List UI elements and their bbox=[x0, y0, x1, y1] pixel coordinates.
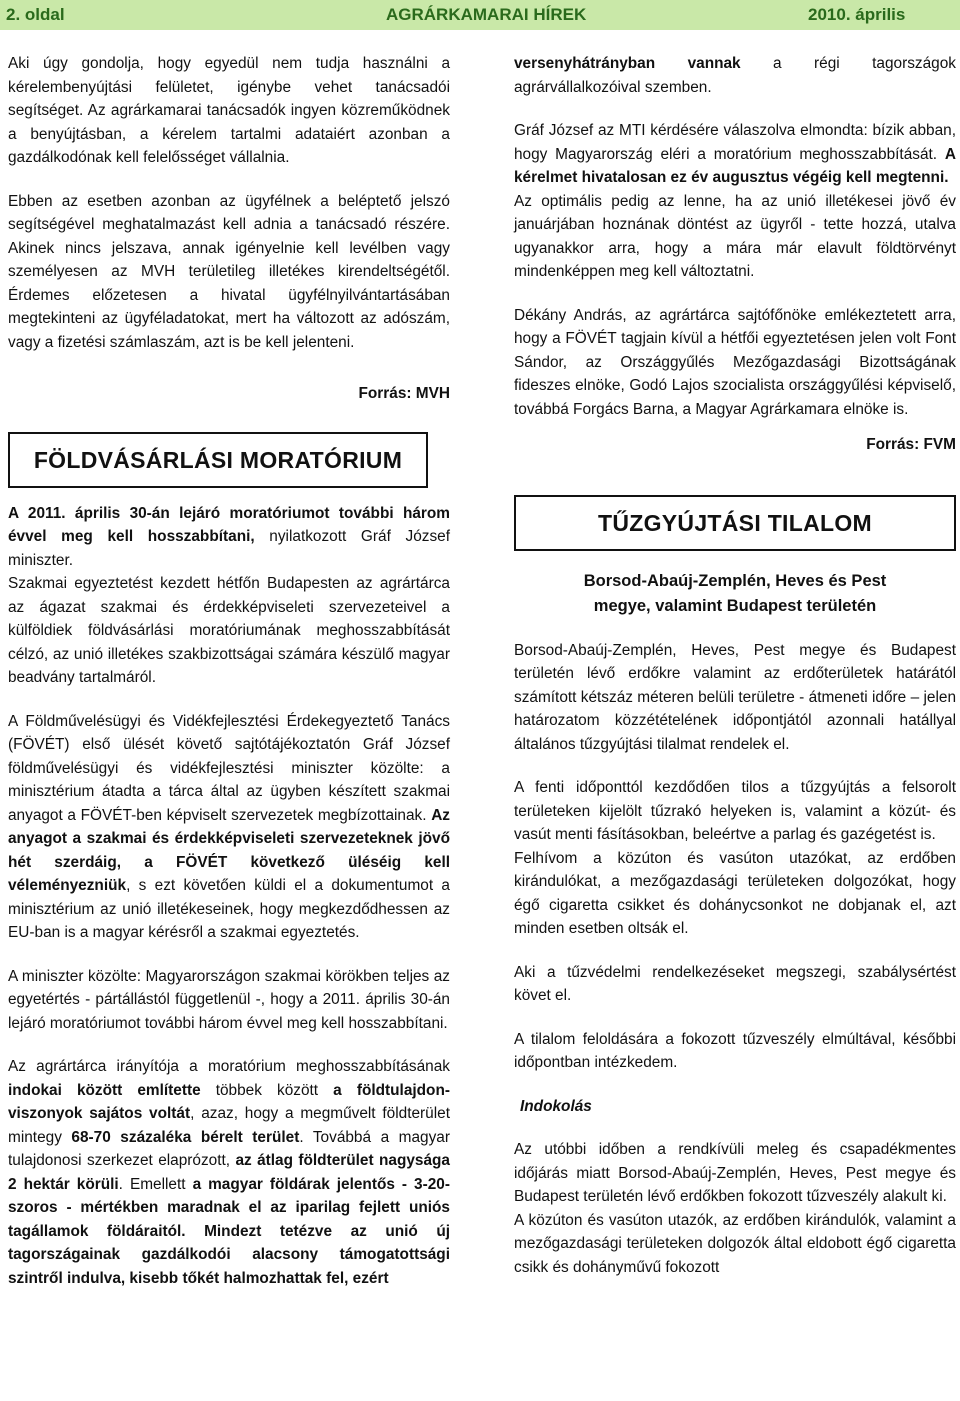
text-run: Az agrártárca irányítója a moratórium meghosszabbításának bbox=[8, 1058, 450, 1075]
text-run: Gráf József az MTI kérdésére válaszolva elmondta: bízik abban, hogy Magyarország eléri a moratórium meghosszabbítását. bbox=[514, 122, 956, 163]
text-run: nyilatkozott Gráf József miniszter. bbox=[8, 528, 450, 569]
article-title-box: TŰZGYÚJTÁSI TILALOM bbox=[514, 495, 956, 551]
article-title-box: FÖLDVÁSÁRLÁSI MORATÓRIUM bbox=[8, 432, 428, 488]
left-column bbox=[8, 52, 450, 1310]
paragraph: Ebben az esetben azonban az ügyfélnek a beléptető jelszó segítségével meghatalmazást kell adnia a tanácsadó részére. Akinek nincs jelszava, annak igényelnie kell levélben vagy személyesen az MVH területileg illetékes kirendeltségétől. Érdemes előzetesen a hivatal ügyfélnyilvántartásában megtekinteni az ügyféladatokat, mert ha változott az adószám, vagy a fizetési számlaszám, azt is be kell jelenteni. bbox=[8, 192, 450, 351]
paragraph bbox=[8, 1055, 450, 1290]
text-run: . Emellett bbox=[118, 1175, 193, 1193]
issue-date: 2010. április bbox=[808, 5, 906, 24]
bold-run: a földtulajdon-viszonyok sajátos voltát bbox=[8, 1081, 450, 1122]
paragraph: Az optimális pedig az lenne, ha az unió illetékesei jövő év januárjában hoznának döntést az ügyről - tette hozzá, utalva ugyanakkor arra, hogy a mára már elavult földtörvényt mindenképpen meg kell változtatni. bbox=[514, 192, 956, 280]
text-run: , s ezt követően küldi el a dokumentumot a minisztérium az unió illetékeseinek, hogy megkezdődhessen az EU-ban is a magyar kérésről a szakmai egyeztetés. bbox=[8, 877, 450, 941]
article-subtitle: Borsod-Abaúj-Zemplén, Heves és Pest megye, valamint Budapest területén bbox=[583, 571, 887, 615]
paragraph: A tilalom feloldására a fokozott tűzveszély elmúltával, későbbi időpontban intézkedem. bbox=[514, 1030, 956, 1071]
bold-run: Az anyagot a szakmai és érdekképviseleti szervezeteknek jövő hét szerdáig, a FÖVÉT következő üléséig kell véleményezniük bbox=[8, 806, 450, 894]
paragraph: A miniszter közölte: Magyarországon szakmai körökben teljes az egyetértés - pártállástól függetlenül -, hogy a 2011. április 30-án lejáró moratóriumot további három évvel meg kell hosszabbítani. bbox=[8, 967, 450, 1032]
section-heading: Indokolás bbox=[520, 1097, 592, 1115]
paragraph: A fenti időponttól kezdődően tilos a tűzgyújtás a felsorolt területeken kijelölt tűzrakó helyeken is, valamint a közút- és vasút menti fásításokban, beleértve a parlag és gazégetést is. bbox=[514, 779, 956, 843]
paragraph: A közúton és vasúton utazók, az erdőben kirándulók, valamint a mezőgazdasági területeken dolgozók által eldobott égő cigaretta csikk és dohányművű fokozott bbox=[514, 1211, 956, 1276]
paragraph bbox=[8, 502, 450, 690]
page-header bbox=[0, 0, 960, 30]
paragraph: Felhívom a közúton és vasúton utazókat, az erdőben kirándulókat, a mezőgazdasági területeken dolgozókat, hogy égő cigaretta csikket és dohánycsonkot ne dobjanak el, azt minden esetben oltsák el. bbox=[514, 849, 956, 937]
bold-run: versenyhátrányban vannak bbox=[514, 55, 741, 72]
paragraph bbox=[8, 710, 450, 945]
source-label: Forrás: MVH bbox=[358, 385, 450, 402]
text-run: Szakmai egyeztetést kezdett hétfőn Budapesten az agrártárca az ágazat szakmai és érdekképviseleti szervezeteivel a külföldiek földvásárlási moratóriumának meghosszabbítását célzó, az unió illetékes szakbizottságai számára készülő magyar beadvány tartalmáról. bbox=[8, 575, 450, 686]
paragraph: Aki a tűzvédelmi rendelkezéseket megszegi, szabálysértést követ el. bbox=[514, 963, 956, 1004]
paragraph: Az utóbbi időben a rendkívüli meleg és csapadékmentes időjárás miatt Borsod-Abaúj-Zemplén, Heves, Pest megye és Budapest területén lévő erdőkben fokozott tűzveszély alakult ki. bbox=[514, 1141, 956, 1205]
bold-run: indokai között említette bbox=[8, 1081, 201, 1099]
bold-run: 68-70 százaléka bérelt terület bbox=[71, 1128, 300, 1146]
text-run: többek között bbox=[200, 1081, 334, 1099]
text-run: . Továbbá a magyar tulajdonosi szerkezet elaprózott, bbox=[8, 1128, 450, 1169]
paragraph bbox=[514, 52, 956, 99]
text-run: , azaz, hogy a megművelt földterület mintegy bbox=[8, 1105, 450, 1146]
publication-title: AGRÁRKAMARAI HÍREK bbox=[386, 5, 587, 24]
bold-run: az átlag földterület nagysága 2 hektár körüli bbox=[8, 1152, 450, 1193]
bold-run: a magyar földárak jelentős - 3-20-szoros - mértékben maradnak el az iparilag fejlett uniós tagállamok földáraitól. Mindezt tetézve az unió új tagországainak gazdálkodói alacsony támogatottsági szintről indulva, kisebb tőkét halmozhattak fel, ezért bbox=[8, 1175, 450, 1287]
paragraph: Aki úgy gondolja, hogy egyedül nem tudja használni a kérelembenyújtási felületet, igénybe vehet tanácsadói segítséget. Az agrárkamarai tanácsadók ingyen közreműködnek a benyújtásban, a kérelem tartalmi adataiért azonban a gazdálkodónak kell felelősséget vállalnia. bbox=[8, 55, 450, 166]
bold-run: A kérelmet hivatalosan ez év augusztus végéig kell megtenni. bbox=[514, 145, 956, 186]
paragraph bbox=[514, 119, 956, 190]
text-run: A Földművelésügyi és Vidékfejlesztési Érdekegyeztető Tanács (FÖVÉT) első ülését követő sajtótájékoztatón Gráf József földművelésügyi és vidékfejlesztési miniszter közölte: a minisztérium átadta a tárca által az ügyben készített szakmai anyagot a FÖVÉT-ben képviselt szervezetek megbízottainak. bbox=[8, 712, 450, 824]
lead-bold: A 2011. április 30-án lejáró moratóriumot további három évvel meg kell hosszabbítani, bbox=[8, 504, 450, 545]
paragraph: Dékány András, az agrártárca sajtófőnöke emlékeztetett arra, hogy a FÖVÉT tagjain kívül a hétfői egyeztetésen jelen volt Font Sándor, az Országgyűlés Mezőgazdasági Bizottságának fideszes elnöke, Godó Lajos szocialista országgyűlési képviselő, továbbá Forgács Barna, a Magyar Agrárkamara elnöke is. bbox=[514, 306, 956, 418]
text-run: a régi tagországok agrárvállalkozóival szemben. bbox=[514, 55, 956, 96]
page-number: 2. oldal bbox=[6, 5, 65, 24]
source-label: Forrás: FVM bbox=[866, 436, 956, 453]
right-column bbox=[514, 52, 956, 1299]
paragraph: Borsod-Abaúj-Zemplén, Heves, Pest megye és Budapest területén lévő erdőkre valamint az erdőterületek határától számított kétszáz méteren belüli területre - átmeneti időre – jelen határozatom közzétételének időpontjától azonnali hatállyal általános tűzgyújtási tilalmat rendelek el. bbox=[514, 641, 956, 753]
